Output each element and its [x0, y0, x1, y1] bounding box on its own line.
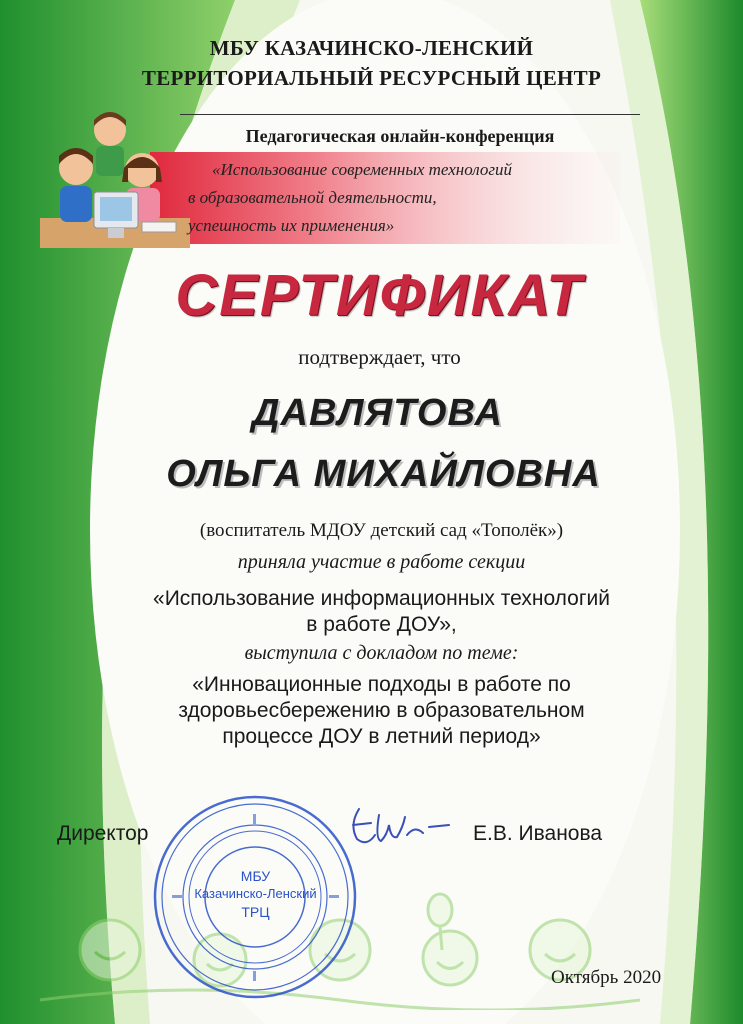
conference-title: Педагогическая онлайн-конференция: [245, 126, 555, 146]
stamp-text-line2: Казачинско-Ленский: [194, 886, 317, 901]
recipient-surname: ДАВЛЯТОВА: [252, 392, 503, 434]
stamp-text-line3: ТРЦ: [241, 904, 270, 920]
director-label: Директор: [57, 822, 149, 845]
report-title-line3: процессе ДОУ в летний период»: [222, 725, 541, 748]
presentation-text: выступила с докладом по теме:: [244, 642, 519, 664]
director-name: Е.В. Иванова: [473, 822, 603, 845]
confirms-text: подтверждает, что: [298, 345, 461, 369]
report-title-line2: здоровьесбережению в образовательном: [178, 699, 585, 722]
conference-theme-line3: успешность их применения»: [188, 216, 395, 235]
organization-name-line2: ТЕРРИТОРИАЛЬНЫЙ РЕСУРСНЫЙ ЦЕНТР: [141, 66, 602, 90]
header-divider: [180, 114, 640, 115]
recipient-role: (воспитатель МДОУ детский сад «Тополёк»): [199, 520, 564, 541]
certificate-title: СЕРТИФИКАТ: [175, 263, 584, 328]
recipient-given-names: ОЛЬГА МИХАЙЛОВНА: [166, 453, 601, 495]
children-computer-illustration: [38, 108, 198, 258]
section-title-line1: «Использование информационных технологий: [153, 587, 610, 610]
stamp-text-line1: МБУ: [240, 868, 271, 884]
section-title-line2: в работе ДОУ»,: [306, 613, 457, 636]
conference-theme-line1: «Использование современных технологий: [212, 160, 513, 179]
conference-theme-line2: в образовательной деятельности,: [188, 188, 437, 207]
participation-text: приняла участие в работе секции: [237, 551, 526, 573]
issue-date: Октябрь 2020: [551, 967, 662, 988]
organization-name-line1: МБУ КАЗАЧИНСКО-ЛЕНСКИЙ: [209, 36, 534, 60]
report-title-line1: «Инновационные подходы в работе по: [192, 673, 571, 696]
